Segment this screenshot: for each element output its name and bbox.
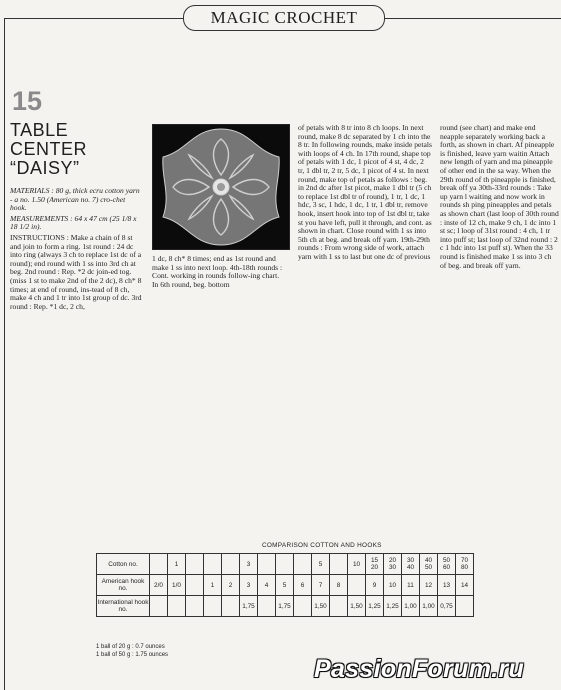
doily-photo — [152, 124, 290, 250]
table-cell: 7 — [312, 575, 330, 596]
table-cell — [276, 554, 294, 575]
table-cell: 40 50 — [420, 554, 438, 575]
title-line: TABLE — [10, 120, 69, 140]
footnote — [96, 644, 168, 659]
materials-text: MATERIALS : 80 g, thick ecru cotton yarn - a no. 1.50 (American no. 7) cro-chet hook. — [10, 186, 140, 213]
table-cell: 1,00 — [402, 596, 420, 617]
table-cell: 2 — [222, 575, 240, 596]
table-cell — [150, 554, 168, 575]
table-cell — [222, 596, 240, 617]
doily-image — [153, 125, 289, 249]
table-cell: 30 40 — [402, 554, 420, 575]
table-cell — [204, 554, 222, 575]
footnote-line: 1 ball of 20 g : 0.7 ounces — [96, 644, 165, 650]
table-cell: 1/0 — [168, 575, 186, 596]
table-cell: 6 — [294, 575, 312, 596]
table-cell: 5 — [312, 554, 330, 575]
header-rule-right — [383, 18, 561, 19]
table-cell: 8 — [330, 575, 348, 596]
instructions-text: round (see chart) and make end neapple separately working back a forth, as shown in chart. Af pineapple is finished, leave yarn waitin Attach new length of yarn and ma pineapple of other end in the sa way. When the 29th round of th pineapple is finished, break off ya 30th-33rd rounds : Take up yarn l waiting and now work in rounds sh ping pineapples and petals as shown chart (last loop of 30th round : inste of 12 ch, make 9 ch, 1 dc into 1 st sc; l loop of 31st round : 4 ch, 1 tr into puff st; last loop of 32nd round : 2 c 1 hdc into 1st puff st). When the 33 round is finished make 1 ss into 3 ch of beg. and break off yarn. — [440, 124, 559, 270]
table-cell — [204, 596, 222, 617]
table-cell: 2/0 — [150, 575, 168, 596]
table-row — [97, 596, 474, 617]
table-cell — [258, 554, 276, 575]
table-cell: 1,25 — [366, 596, 384, 617]
instructions-column-1 — [10, 187, 143, 313]
table-cell: 5 — [276, 575, 294, 596]
table-cell: 12 — [420, 575, 438, 596]
table-cell: 1,50 — [312, 596, 330, 617]
measurements-text: MEASUREMENTS : 64 x 47 cm (25 1/8 x 18 1/2 in). — [10, 213, 137, 232]
table-cell — [348, 575, 366, 596]
table-cell: 4 — [258, 575, 276, 596]
table-cell: 70 80 — [456, 554, 474, 575]
left-border — [4, 18, 5, 690]
comparison-table-title: COMPARISON COTTON AND HOOKS — [262, 542, 382, 549]
table-cell: 1 — [204, 575, 222, 596]
table-cell: 3 — [240, 554, 258, 575]
table-row — [97, 575, 474, 596]
pattern-title — [10, 121, 140, 178]
row-label: International hook no. — [97, 596, 150, 617]
table-cell — [330, 554, 348, 575]
table-cell — [330, 596, 348, 617]
row-label: American hook no. — [97, 575, 150, 596]
table-cell — [186, 575, 204, 596]
row-label: Cotton no. — [97, 554, 150, 575]
pattern-number: 15 — [12, 86, 43, 116]
table-cell: 11 — [402, 575, 420, 596]
table-cell: 10 — [348, 554, 366, 575]
table-cell — [294, 596, 312, 617]
table-cell: 1,75 — [240, 596, 258, 617]
instructions-column-2 — [152, 255, 287, 291]
watermark: PassionForum.ru — [314, 655, 525, 683]
table-cell — [294, 554, 312, 575]
title-line: CENTER — [10, 139, 88, 159]
instructions-column-3 — [298, 124, 432, 264]
table-cell: 13 — [438, 575, 456, 596]
table-cell: 1,50 — [348, 596, 366, 617]
instructions-text: 1 dc, 8 ch* 8 times; end as 1st round and make 1 ss into next loop. 4th-18th rounds : Cont. working in rounds follow-ing chart. In 6th round, beg. bottom — [152, 254, 283, 289]
table-cell: 1,25 — [384, 596, 402, 617]
table-cell: 14 — [456, 575, 474, 596]
table-cell: 50 60 — [438, 554, 456, 575]
table-cell — [258, 596, 276, 617]
table-cell: 20 30 — [384, 554, 402, 575]
table-cell: 9 — [366, 575, 384, 596]
title-line: “DAISY” — [10, 158, 80, 178]
table-cell: 10 — [384, 575, 402, 596]
table-cell — [186, 554, 204, 575]
instructions-column-4 — [440, 124, 559, 272]
header-rule-left — [4, 18, 184, 19]
table-cell: 1 — [168, 554, 186, 575]
table-cell — [168, 596, 186, 617]
table-cell — [456, 596, 474, 617]
table-cell: 3 — [240, 575, 258, 596]
comparison-table — [96, 553, 474, 617]
table-cell — [150, 596, 168, 617]
table-row — [97, 554, 474, 575]
instructions-text: of petals with 8 tr into 8 ch loops. In next round, make 8 dc separated by 1 ch into the 8 tr. In following rounds, make inside petals with loops of 4 ch. In 17th round, shape top of petals with 1 dc, 1 picot of 4 st, 4 dc, 2 tr, 1 dbl tr, 2 tr, 5 dc, 1 picot of 4 st. In next round, make top of petals as follows : beg. in 2nd dc after 1st picot, make 1 dbl tr (5 ch to replace 1st dbl tr of round), 1 tr, 1 dc, 1 hdc, 3 sc, 1 hdc, 1 dc, 1 tr, 1 dbl tr, remove hook, insert hook into top of 1st dbl tr, take st you have left, pull it through, and cont. as shown in chart. Close round with 1 ss into 5th ch at beg. and break off yarn. 19th-29th rounds : From wrong side of work, attach yarn with 1 ss to last but one dc of previous — [298, 123, 432, 261]
table-cell: 15 20 — [366, 554, 384, 575]
table-cell: 0,75 — [438, 596, 456, 617]
magazine-title: MAGIC CROCHET — [183, 5, 385, 31]
table-cell: 1,75 — [276, 596, 294, 617]
footnote-line: 1 ball of 50 g : 1.75 ounces — [96, 651, 169, 658]
table-cell — [186, 596, 204, 617]
table-cell — [222, 554, 240, 575]
instructions-text: INSTRUCTIONS : Make a chain of 8 st and join to form a ring. 1st round : 24 dc into ring (always 3 ch to replace 1st dc of a round); end round with 1 ss into 3rd ch at beg. 2nd round : Rep. *2 dc join-ed tog. (miss 1 st to make 2nd of the 2 dc), 8 ch* 8 times; at end of round, ins-tead of 8 ch, make 4 ch and 1 tr into 1st group of dc. 3rd round : Rep. *1 dc, 2 ch, — [10, 232, 142, 311]
table-cell: 1,00 — [420, 596, 438, 617]
